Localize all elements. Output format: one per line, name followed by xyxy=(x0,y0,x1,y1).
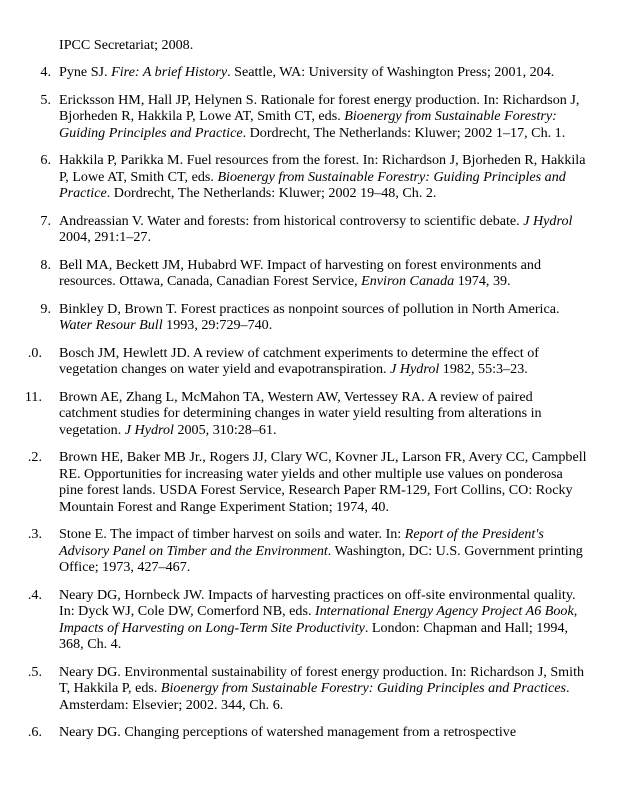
reference-item xyxy=(0,664,589,714)
reference-text-segment: 1982, 55:3–23. xyxy=(439,361,528,377)
reference-text-segment: . London: Chapman and Hall; 1994, 368, Ch. 4. xyxy=(59,619,569,652)
reference-text-segment: 1974, 39. xyxy=(454,273,511,289)
reference-item xyxy=(0,92,589,142)
reference-item xyxy=(0,301,589,334)
reference-title-italic: Fire: A brief History xyxy=(111,64,228,80)
reference-text xyxy=(59,526,589,576)
reference-number: 6. xyxy=(40,152,51,168)
reference-title-italic: Environ Canada xyxy=(361,273,455,289)
reference-text xyxy=(59,389,589,439)
reference-title-italic: Bioenergy from Sustainable Forestry: Guiding Principles and Practices xyxy=(160,680,567,696)
reference-text xyxy=(59,664,589,714)
reference-text-segment: . Dordrecht, The Netherlands: Kluwer; 2002 1–17, Ch. 1. xyxy=(242,124,566,141)
reference-text-segment: Bosch JM, Hewlett JD. A review of catchment experiments to determine the effect of vegetation changes on water yield and evapotranspiration. xyxy=(59,344,539,377)
reference-text-segment: Bell MA, Beckett JM, Hubabrd WF. Impact of harvesting on forest environments and resources. Ottawa, Canada, Canadian Forest Service, xyxy=(59,256,542,289)
reference-title-italic: J Hydrol xyxy=(390,361,440,377)
reference-text xyxy=(59,301,589,334)
reference-number: 4. xyxy=(40,64,51,80)
reference-number: 11. xyxy=(24,388,42,405)
reference-number: 8. xyxy=(40,256,51,273)
reference-text-segment: Brown AE, Zhang L, McMahon TA, Western AW, Vertessey RA. A review of paired catchment studies for determining changes in water yield resulting from alterations in vegetation. xyxy=(59,388,542,438)
reference-number: 7. xyxy=(40,212,51,229)
reference-number: .2. xyxy=(27,449,42,465)
reference-text xyxy=(59,587,589,653)
reference-item xyxy=(0,526,589,576)
reference-text xyxy=(59,345,589,378)
reference-item xyxy=(0,724,589,741)
reference-item xyxy=(0,64,589,81)
reference-text-segment: . Washington, DC: U.S. Government printing Office; 1973, 427–467. xyxy=(59,542,583,575)
reference-text-segment: Andreassian V. Water and forests: from historical controversy to scientific debate. xyxy=(59,212,524,229)
reference-number: .3. xyxy=(27,526,42,542)
reference-text xyxy=(59,257,589,290)
reference-item xyxy=(0,587,589,653)
reference-text xyxy=(59,213,589,246)
reference-text-segment: Neary DG, Hornbeck JW. Impacts of harvesting practices on off-site environmental quality. In: Dyck WJ, Cole DW, Comerford NB, eds. xyxy=(59,586,576,619)
reference-text-segment: . Seattle, WA: University of Washington Press; 2001, 204. xyxy=(227,64,555,80)
reference-number: .6. xyxy=(27,724,42,740)
reference-number: 5. xyxy=(40,91,51,108)
reference-item xyxy=(0,257,589,290)
reference-number: 9. xyxy=(40,300,51,317)
reference-text-segment: Stone E. The impact of timber harvest on soils and water. In: xyxy=(59,526,405,542)
reference-title-italic: J Hydrol xyxy=(124,421,174,438)
reference-text-segment: . Dordrecht, The Netherlands: Kluwer; 2002 19–48, Ch. 2. xyxy=(106,185,437,201)
reference-text xyxy=(59,64,589,81)
reference-item xyxy=(0,449,589,515)
reference-number: .0. xyxy=(27,344,42,361)
reference-number: .5. xyxy=(27,663,42,680)
reference-title-italic: Bioenergy from Sustainable Forestry: Guiding Principles and Practice xyxy=(59,108,557,141)
reference-text-segment: Pyne SJ. xyxy=(59,64,112,80)
reference-text xyxy=(59,724,589,741)
reference-text-segment: Ericksson HM, Hall JP, Helynen S. Rationale for forest energy production. In: Richardson J, Bjorheden R, Hakkila P, Lowe AT, Smith CT, eds. xyxy=(59,91,580,124)
reference-title-italic: Water Resour Bull xyxy=(59,317,163,333)
reference-text-segment: 1993, 29:729–740. xyxy=(162,317,273,333)
reference-title-italic: International Energy Agency Project A6 Book, Impacts of Harvesting on Long-Term Site Productivity xyxy=(59,603,578,636)
reference-text xyxy=(59,449,589,515)
reference-list xyxy=(0,64,617,752)
reference-item xyxy=(0,152,589,202)
reference-item xyxy=(0,389,589,439)
reference-text-segment: . Amsterdam: Elsevier; 2002. 344, Ch. 6. xyxy=(59,680,570,713)
reference-text xyxy=(59,92,589,142)
reference-item xyxy=(0,213,589,246)
reference-text-segment: Neary DG. Environmental sustainability of forest energy production. In: Richardson J, Smith T, Hakkila P, eds. xyxy=(59,663,585,696)
reference-text-segment: Brown HE, Baker MB Jr., Rogers JJ, Clary WC, Kovner JL, Larson FR, Avery CC, Campbell RE. Opportunities for increasing water yields and other multiple use values on ponderosa pine forest lands. USDA Forest Service, Research Paper RM-129, Fort Collins, CO: Rocky Mountain Forest and Range Experiment Station; 1974, 40. xyxy=(59,449,587,515)
reference-text-segment: 2004, 291:1–27. xyxy=(59,229,152,245)
reference-item xyxy=(0,345,589,378)
continued-reference-text: IPCC Secretariat; 2008. xyxy=(59,37,194,53)
reference-title-italic: Report of the President's Advisory Panel on Timber and the Environment xyxy=(59,526,544,559)
reference-text-segment: Neary DG. Changing perceptions of watershed management from a retrospective xyxy=(59,724,517,740)
reference-title-italic: Bioenergy from Sustainable Forestry: Guiding Principles and Practice xyxy=(59,168,566,201)
reference-text-segment: Hakkila P, Parikka M. Fuel resources from the forest. In: Richardson J, Bjorheden R, Hakkila P, Lowe AT, Smith CT, eds. xyxy=(59,152,586,185)
reference-text-segment: Binkley D, Brown T. Forest practices as nonpoint sources of pollution in North America. xyxy=(59,300,560,317)
reference-title-italic: J Hydrol xyxy=(523,212,573,229)
reference-text-segment: 2005, 310:28–61. xyxy=(173,421,277,438)
reference-text xyxy=(59,152,589,202)
reference-number: .4. xyxy=(27,586,42,603)
